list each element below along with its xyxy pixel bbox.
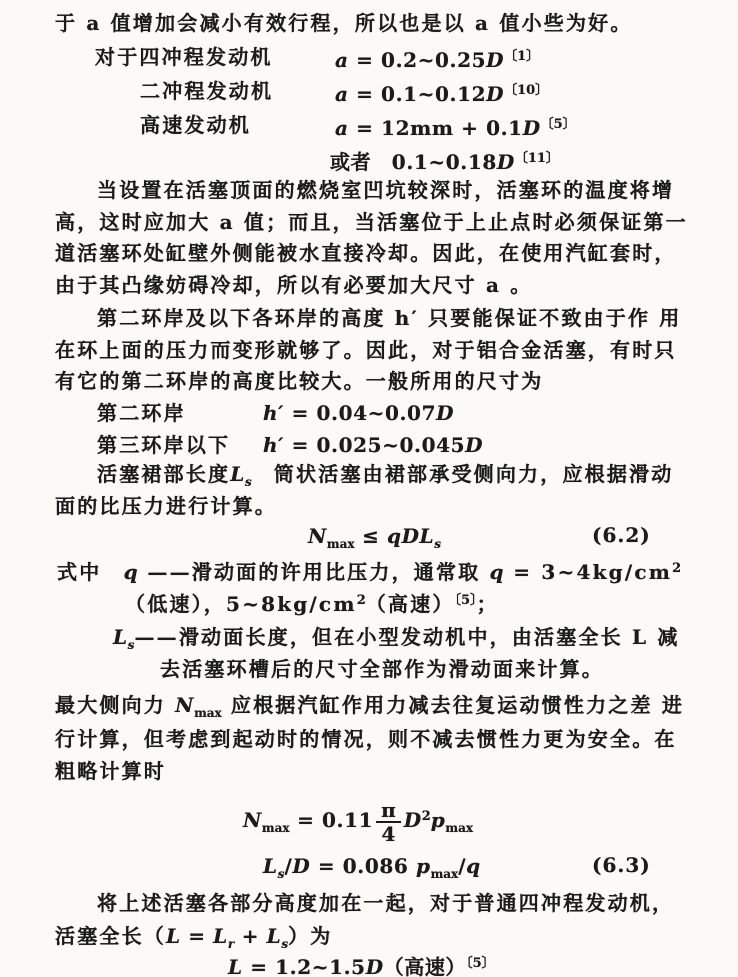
reference-superscript: 〔10〕 — [504, 83, 549, 98]
variable-L: L — [213, 924, 228, 948]
subscript-s: s — [434, 537, 441, 551]
variable-D: D — [365, 955, 384, 977]
variables-qDL: qDL — [387, 524, 435, 548]
text-run: 应根据汽缸作用力减去往复运动惯性力之差 进 — [221, 693, 685, 717]
equals-sign: = — [348, 116, 382, 140]
intro-text-line: 于 a 值增加会减小有效行程，所以也是以 a 值小些为好。 — [55, 11, 633, 35]
equals-coefficient: = 0.11 — [289, 808, 374, 832]
reference-superscript: 〔5〕 — [540, 117, 576, 132]
variable-D: D — [486, 82, 505, 106]
variable-a: a — [335, 48, 349, 72]
equals-sign: = — [180, 924, 214, 948]
text-run: （高速） — [383, 955, 467, 977]
slash: / — [458, 854, 467, 878]
ring-land-formula-second — [263, 400, 454, 426]
slash: / — [284, 854, 293, 878]
superscript-2: 2 — [672, 561, 682, 576]
ring-land-formula-third — [263, 432, 483, 458]
where-clause-line-1 — [57, 556, 681, 585]
where-clause-line-2 — [125, 588, 499, 617]
value-range: 0.04~0.07 — [316, 401, 437, 425]
equation-piston-length — [228, 951, 495, 977]
superscript-2: 2 — [421, 809, 431, 824]
less-equal-sign: ≤ — [354, 524, 388, 548]
variable-L: L — [113, 625, 128, 649]
value-range: 0.1~0.12 — [381, 82, 487, 106]
variable-a: a — [335, 116, 349, 140]
variable-N: N — [175, 693, 195, 717]
text-run: （低速），5~8kg/cm — [125, 592, 357, 616]
text-run: 筒状活塞由裙部承受侧向力，应根据滑动 — [251, 462, 674, 486]
paragraph-b-line: 第二环岸及以下各环岸的高度 h′ 只要能保证不致由于作 用 — [97, 306, 682, 330]
text-run: 式中 — [57, 560, 124, 584]
variable-N: N — [243, 808, 262, 832]
a-row-label-high-speed: 高速发动机 — [140, 113, 251, 137]
text-run: 滑动面长度，但在小型发动机中，由活塞全长 L 减 — [178, 625, 680, 649]
variable-D: D — [292, 854, 311, 878]
variable-h-prime: h′ — [263, 433, 285, 457]
ring-land-label-third: 第三环岸以下 — [97, 433, 231, 457]
subscript-max: max — [430, 867, 459, 881]
text-run: ； — [476, 592, 499, 616]
text-run: 最大侧向力 — [55, 693, 176, 717]
variable-D: D — [403, 808, 422, 832]
variable-D: D — [496, 150, 515, 174]
subscript-s: s — [281, 937, 289, 951]
where-clause-line-4: 去活塞环槽后的尺寸全部作为滑动面来计算。 — [160, 657, 604, 681]
variable-D: D — [465, 433, 484, 457]
paragraph-c-line — [97, 461, 673, 495]
variable-a: a — [335, 82, 349, 106]
fraction-numerator: π — [376, 800, 401, 823]
variable-N: N — [308, 524, 327, 548]
subscript-s: s — [277, 867, 285, 881]
subscript-s: s — [127, 638, 135, 652]
paragraph-f-line: 将上述活塞各部分高度加在一起，对于普通四冲程发动机， — [97, 891, 675, 915]
paragraph-a-line: 高，这时应加大 a 值；而且，当活塞位于上止点时必须保证第一 — [55, 210, 688, 234]
a-row-label-two-stroke: 二冲程发动机 — [140, 79, 274, 103]
paragraph-e-line: 行计算，但考虑到起动时的情况，则不减去惯性力更为安全。在 — [55, 727, 677, 751]
text-run: 滑动面的许用比压力，通常取 — [191, 560, 490, 584]
subscript-s: s — [244, 475, 252, 489]
value-range: 0.2~0.25 — [381, 48, 487, 72]
reference-superscript: 〔5〕 — [454, 593, 477, 608]
equals-coefficient: = 0.086 — [310, 854, 416, 878]
variable-q: q — [466, 854, 481, 878]
a-row-label-four-stroke: 对于四冲程发动机 — [95, 45, 273, 69]
text-run: = 3~4kg/cm — [504, 560, 673, 584]
value-range: 0.025~0.045 — [316, 433, 466, 457]
em-dash: —— — [134, 625, 179, 649]
equation-6-2 — [308, 523, 441, 557]
value-range: 或者 0.1~0.18 — [330, 150, 497, 174]
subscript-max: max — [326, 537, 355, 551]
variable-q: q — [489, 560, 505, 584]
variable-L: L — [228, 955, 243, 977]
equation-nmax — [243, 800, 473, 845]
variable-q: q — [123, 560, 139, 584]
equals-value: = 1.2~1.5 — [242, 955, 366, 977]
em-dash: —— — [138, 560, 192, 584]
subscript-max: max — [194, 706, 222, 720]
paragraph-c-line: 面的比压力进行计算。 — [55, 494, 277, 518]
variable-D: D — [486, 48, 505, 72]
paragraph-a-line: 道活塞环处缸壁外侧能被水直接冷却。因此，在使用汽缸套时， — [55, 241, 677, 265]
variable-D: D — [436, 401, 455, 425]
paragraph-e-line: 粗略计算时 — [55, 759, 166, 783]
a-row-formula-alternative — [330, 146, 559, 175]
subscript-r: r — [227, 937, 235, 951]
variable-p: p — [415, 854, 431, 878]
ring-land-label-second: 第二环岸 — [97, 401, 186, 425]
a-row-formula-high-speed — [335, 112, 576, 141]
variable-p: p — [430, 808, 446, 832]
paragraph-e-line — [55, 692, 684, 726]
paragraph-a-line: 当设置在活塞顶面的燃烧室凹坑较深时，活塞环的温度将增 — [97, 178, 675, 202]
a-row-formula-four-stroke — [335, 44, 539, 73]
equals-sign: = — [284, 433, 317, 457]
paragraph-b-line: 有它的第二环岸的高度比较大。一般所用的尺寸为 — [55, 369, 544, 393]
fraction-denominator: 4 — [381, 822, 396, 846]
equals-sign: = — [348, 48, 382, 72]
superscript-2: 2 — [356, 593, 366, 608]
subscript-max: max — [261, 821, 290, 835]
a-row-formula-two-stroke — [335, 78, 548, 107]
variable-L: L — [266, 924, 282, 948]
paragraph-b-line: 在环上面的压力而变形就够了。因此，对于铝合金活塞，有时只 — [55, 338, 677, 362]
variable-L: L — [263, 854, 278, 878]
text-run: 活塞裙部长度 — [97, 462, 231, 486]
fraction-pi-over-4 — [376, 800, 401, 845]
text-run: （高速） — [365, 592, 455, 616]
variable-D: D — [522, 116, 541, 140]
variable-L: L — [230, 462, 245, 486]
plus-sign: + — [234, 924, 267, 948]
variable-h-prime: h′ — [263, 401, 285, 425]
reference-superscript: 〔11〕 — [514, 151, 559, 166]
equation-number-6-2: (6.2) — [592, 523, 651, 547]
equation-6-3 — [263, 853, 481, 887]
equation-number-6-3: (6.3) — [592, 853, 651, 877]
where-clause-line-3 — [113, 624, 680, 658]
variable-L: L — [166, 924, 181, 948]
value-range: 12mm + 0.1 — [381, 116, 523, 140]
reference-superscript: 〔5〕 — [466, 956, 495, 971]
paragraph-a-line: 由于其凸缘妨碍冷却，所以有必要加大尺寸 a 。 — [55, 273, 533, 297]
equals-sign: = — [284, 401, 317, 425]
text-run: ）为 — [288, 924, 333, 948]
equals-sign: = — [348, 82, 382, 106]
subscript-max: max — [445, 821, 474, 835]
text-run: 活塞全长（ — [55, 924, 166, 948]
reference-superscript: 〔1〕 — [504, 49, 540, 64]
